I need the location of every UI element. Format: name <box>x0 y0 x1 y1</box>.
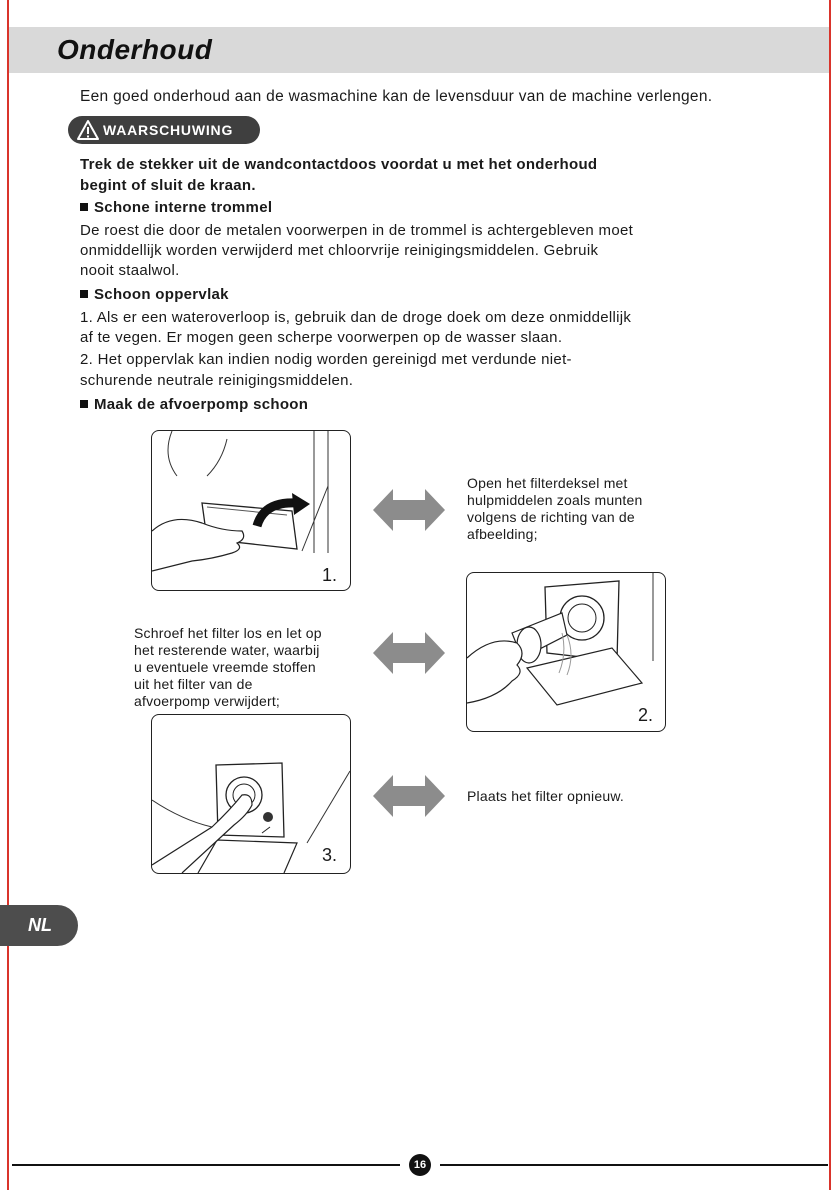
step-number: 3. <box>322 845 338 865</box>
step-1-description <box>467 475 642 543</box>
section-line: De roest die door de metalen voorwerpen in de trommel is achtergebleven moet <box>80 222 634 239</box>
unscrew-filter-illustration <box>467 573 665 731</box>
section-heading-label: Maak de afvoerpomp schoon <box>94 396 309 413</box>
footer-line-left <box>12 1164 400 1166</box>
step-2-description <box>134 625 322 710</box>
section-line: nooit staalwol. <box>80 262 180 279</box>
bullet-square-icon <box>80 203 88 211</box>
language-tab-label: NL <box>28 915 52 935</box>
step-number: 1. <box>322 565 338 585</box>
illustration-step-1 <box>151 430 351 591</box>
warning-text-line-2: begint of sluit de kraan. <box>80 177 256 194</box>
step-3-description <box>467 788 624 805</box>
double-arrow-icon <box>373 489 445 531</box>
warning-triangle-icon <box>76 119 100 141</box>
bullet-square-icon <box>80 400 88 408</box>
double-arrow-icon <box>373 775 445 817</box>
section-heading-label: Schoon oppervlak <box>94 286 229 303</box>
section-heading-drum <box>80 198 272 218</box>
illustration-step-2 <box>466 572 666 732</box>
bullet-square-icon <box>80 290 88 298</box>
page-title: Onderhoud <box>57 34 213 65</box>
description-line: hulpmiddelen zoals munten <box>467 492 643 508</box>
page-number: 16 <box>409 1154 431 1176</box>
warning-text-line-1: Trek de stekker uit de wandcontactdoos voordat u met het onderhoud <box>80 156 598 173</box>
page-border-left <box>7 0 9 1190</box>
description-line: afbeelding; <box>467 526 538 542</box>
section-line: 2. Het oppervlak kan indien nodig worden gereinigd met verdunde niet- <box>80 351 572 368</box>
description-line: uit het filter van de <box>134 676 253 692</box>
section-line: af te vegen. Er mogen geen scherpe voorwerpen op de wasser slaan. <box>80 329 563 346</box>
description-line: afvoerpomp verwijdert; <box>134 693 281 709</box>
double-arrow-icon <box>373 632 445 674</box>
description-line: het resterende water, waarbij <box>134 642 320 658</box>
section-line: onmiddellijk worden verwijderd met chloorvrije reinigingsmiddelen. Gebruik <box>80 242 599 259</box>
section-line: 1. Als er een wateroverloop is, gebruik dan de droge doek om deze onmiddellijk <box>80 309 632 326</box>
open-filter-cover-illustration <box>152 431 350 590</box>
footer-line-right <box>440 1164 828 1166</box>
warning-badge <box>68 116 260 144</box>
description-line: volgens de richting van de <box>467 509 635 525</box>
intro-text: Een goed onderhoud aan de wasmachine kan de levensduur van de machine verlengen. <box>80 88 713 105</box>
description-line: Plaats het filter opnieuw. <box>467 788 624 804</box>
illustration-step-3 <box>151 714 351 874</box>
description-line: Schroef het filter los en let op <box>134 625 322 641</box>
warning-label: WAARSCHUWING <box>103 122 234 138</box>
section-line: schurende neutrale reinigingsmiddelen. <box>80 372 354 389</box>
page-border-right <box>829 0 831 1190</box>
section-heading-surface <box>80 285 229 305</box>
step-number: 2. <box>638 705 654 725</box>
description-line: u eventuele vreemde stoffen <box>134 659 316 675</box>
section-heading-label: Schone interne trommel <box>94 199 273 216</box>
section-heading-pump <box>80 395 308 415</box>
description-line: Open het filterdeksel met <box>467 475 628 491</box>
replace-filter-illustration <box>152 715 350 873</box>
